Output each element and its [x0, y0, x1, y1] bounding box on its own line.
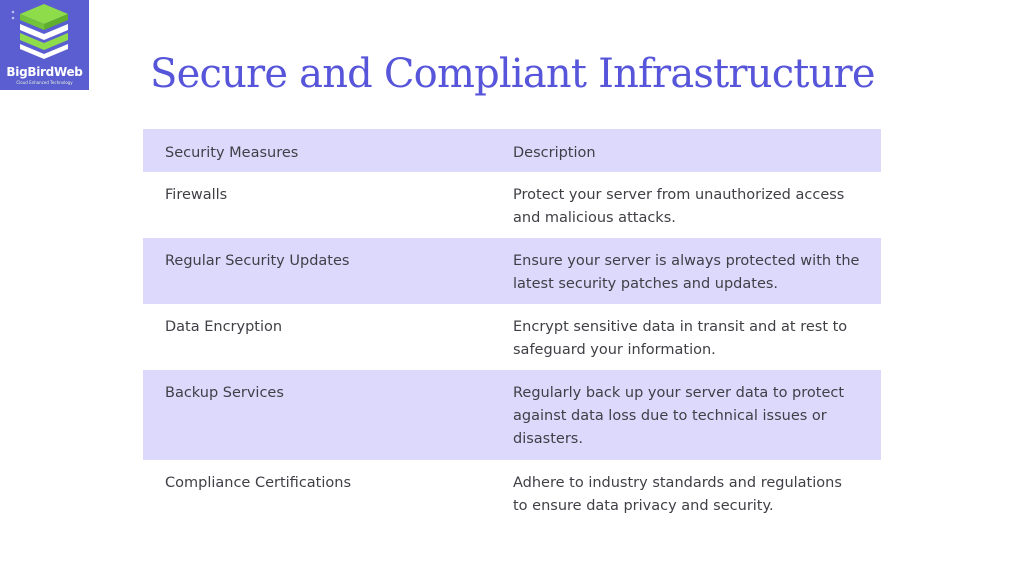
description-cell: Protect your server from unauthorized access and malicious attacks.	[513, 187, 845, 226]
description-cell: Adhere to industry standards and regulations to ensure data privacy and security.	[513, 475, 842, 514]
measure-cell: Compliance Certifications	[165, 475, 352, 491]
brand-logo	[0, 0, 89, 90]
table-row	[143, 370, 881, 460]
description-cell: Ensure your server is always protected with the latest security patches and updates.	[513, 253, 860, 292]
server-stack-icon	[0, 0, 89, 64]
table-row	[143, 172, 881, 238]
table-row	[143, 238, 881, 304]
header-measures: Security Measures	[165, 145, 299, 161]
description-cell: Regularly back up your server data to protect against data loss due to technical issues or disasters.	[513, 385, 845, 447]
description-cell: Encrypt sensitive data in transit and at rest to safeguard your information.	[513, 319, 848, 358]
measure-cell: Data Encryption	[165, 319, 283, 335]
measure-cell: Backup Services	[165, 385, 284, 401]
brand-tagline: Cloud Enhanced Technology	[16, 80, 73, 85]
header-description: Description	[513, 145, 596, 161]
table-header-row	[143, 129, 881, 172]
security-measures-table	[143, 129, 881, 550]
measure-cell: Firewalls	[165, 187, 228, 203]
table-row	[143, 304, 881, 370]
table-row	[143, 460, 881, 550]
measure-cell: Regular Security Updates	[165, 253, 350, 269]
page-title: Secure and Compliant Infrastructure	[150, 51, 875, 97]
brand-name: BigBirdWeb	[6, 65, 83, 79]
